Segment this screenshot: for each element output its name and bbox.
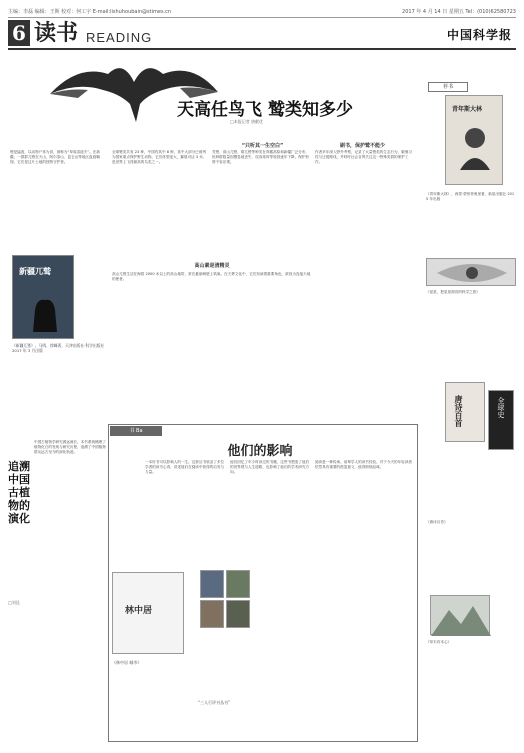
book-cover-xinjiang-vulture: [12, 255, 74, 339]
masthead-logo: 中国科学报: [446, 28, 512, 42]
vulture-silhouette-icon: [27, 292, 63, 332]
header-rule: [8, 48, 516, 50]
left-intro-text: 鹫是猛禽，以动物尸体为食，被称为“草原清道夫”。在新疆，一群群兀鹫在天山、阿尔泰山、昆仑山等地区盘旋翱翔，它们是这片土地的独特守护者。: [10, 150, 100, 165]
book-cover-eye: [426, 258, 516, 286]
header-editor-info: 主编：李磊 编辑：王斯 校对：何工宇 E-mail:lishuhoubain@stimes.cn: [8, 9, 172, 15]
book-cover-title-global: 全球史: [497, 397, 505, 418]
subhead-2: 刷书，保护鹫不能少: [339, 143, 385, 149]
book-cover-global-history: [488, 390, 514, 450]
main-article-col3: 作者多年深入野外考察，记录了大量鹫类的生态行为、繁殖习性与迁徙路线，并呼吁社会各界关注这一特殊类群的保护工作。: [315, 150, 413, 165]
portrait-icon: [458, 124, 492, 170]
book-cover-title: 新疆兀鹫: [19, 266, 51, 276]
rec-text-3: 《唐诗百首》: [426, 520, 448, 524]
book-cover-small-2: [226, 570, 250, 598]
recommend-label: 荐书: [428, 82, 468, 92]
main-article-col1: 全球鹫类共有 23 种，中国有其中 8 种，其中大部分已被列为国家重点保护野生动物。它们体型庞大，翼展可达 3 米，是世界上飞得最高的鸟类之一。: [112, 150, 207, 165]
book-cover-young-stalin: [445, 95, 503, 185]
main-headline: 天高任鸟飞 鹫类知多少: [177, 100, 353, 120]
book-cover-small-1: [200, 570, 224, 598]
section-number: 6: [8, 20, 30, 46]
second-article-tag: 书 Ba: [110, 426, 162, 436]
book-caption-forest: 《林中居 城市》: [112, 660, 142, 665]
second-article-col2: 他们回忆了年少时读过的书籍，这些书塑造了他们的世界观与人生道路，也影响了他们的学术研究方向。: [230, 460, 310, 475]
page-header-bar: [8, 6, 516, 18]
rec-text-2: 《星星，把星星照亮的科学之旅》: [426, 290, 480, 294]
book-cover-landscape: [430, 595, 490, 635]
book-cover-tang-poems: [445, 382, 485, 442]
main-article-lower-text: 高山兀鹫生活在海拔 2000 米以上的高山地带，常在悬崖峭壁上筑巢。在天葬文化中，它们扮演着重要角色，被视为连接天地的使者。: [112, 272, 311, 282]
sidebar-title: 追溯中国古植物的演化: [8, 460, 30, 525]
book-cover-title-tang: 唐诗百首: [454, 395, 464, 427]
second-article-col1: 一本好书可以影响人的一生。这套丛书收录了多位学者的读书心得，讲述他们在阅读中获得的启发与力量。: [145, 460, 225, 475]
sidebar-author: □刘昆: [8, 600, 20, 605]
subhead-1: “只听其一生空白”: [241, 143, 284, 149]
main-article-col2: 秃鹫、高山兀鹫、胡兀鹫等种类在青藏高原和新疆广泛分布，但种群数量因栖息地丧失、误食毒饵等原因逐年下降，保护形势不容乐观。: [212, 150, 310, 165]
book-cover-title-stalin: 青年斯大林: [452, 106, 483, 113]
eye-icon: [427, 259, 517, 287]
book-caption: 《新疆兀鹫》，马鸣、徐峰著，天津出版社·科学出版社 2017 年 3 月出版: [12, 343, 105, 354]
section-english-title: READING: [86, 30, 153, 45]
book-cover-forest: 林中居: [112, 572, 184, 654]
subhead-3: 高山素是清精灵: [194, 263, 230, 269]
book-cover-small-3: [200, 600, 224, 628]
sidebar-article-text: 中国古植物学研究源远流长，本书系统梳理了植物化石的发现与研究历程，追溯了中国植物群从远古至今的演化轨迹。: [34, 440, 106, 455]
book-caption-series: “三人行评书丛书”: [198, 700, 231, 705]
rec-text-1: 《青年斯大林》，西蒙·蒙蒂菲奥里著，新星出版社 2015 年出版: [426, 192, 515, 202]
section-title: 读书: [34, 20, 79, 46]
main-byline: □本报记者 唐献优: [230, 119, 264, 124]
mountain-icon: [431, 596, 491, 636]
book-cover-small-4: [226, 600, 250, 628]
second-article-title: 他们的影响: [227, 444, 293, 459]
second-article-col3: 阅读是一种传承。前辈学人的读书经验，对于今天的年轻读者依然具有重要的借鉴意义，值得细细品味。: [315, 460, 413, 470]
header-date-info: 2017 年 4 月 14 日 星期五 Tel：(010)62580723: [402, 9, 516, 15]
rec-text-4: 《草木有本心》: [426, 640, 452, 644]
